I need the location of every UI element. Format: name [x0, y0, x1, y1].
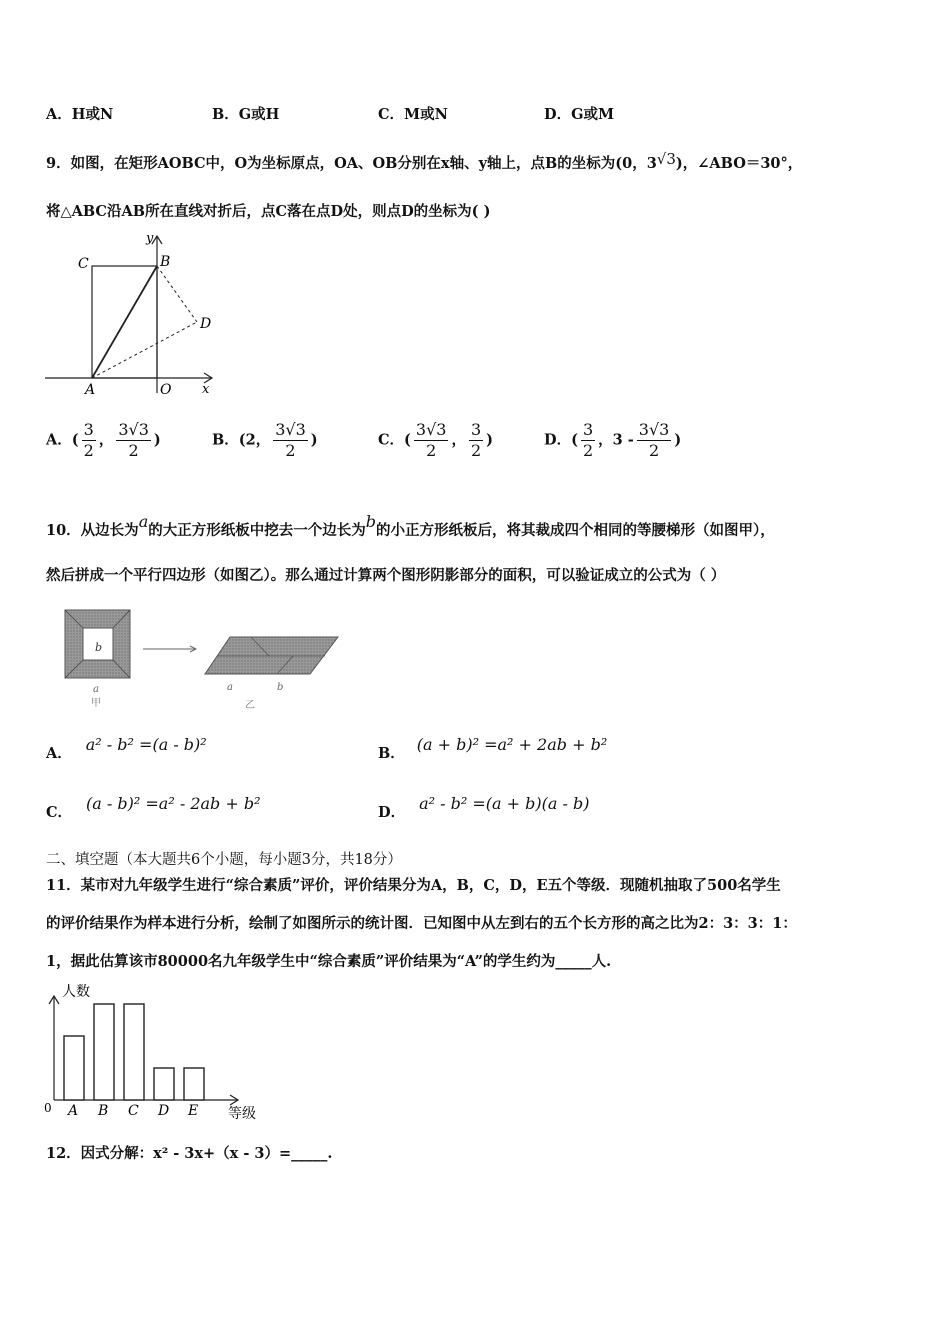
q8-option-a: A．H或N	[46, 106, 114, 123]
q9-figure	[40, 228, 230, 400]
q10-option-d-formula: a² - b² =(a + b)(a - b)	[419, 794, 590, 813]
q9-option-a-sep: ，	[98, 431, 114, 449]
q10-label-a2: a	[227, 682, 233, 693]
q12-line: 12．因式分解：x² - 3x+（x - 3）=_____.	[46, 1145, 333, 1162]
q9-option-d-frac2	[637, 420, 672, 461]
q9-option-c-frac1	[414, 420, 449, 461]
q10-option-a-formula: a² - b² =(a - b)²	[85, 735, 207, 754]
q9-option-d-den1: 2	[582, 441, 594, 460]
q10-label-yi: 乙	[245, 700, 255, 711]
q10-line2: 然后拼成一个平行四边形（如图乙）。那么通过计算两个图形阴影部分的面积，可以验证成立的公式为（ ）	[46, 567, 726, 584]
q9-option-b	[212, 420, 318, 461]
q10-option-c-label: C．	[46, 804, 73, 821]
q11-bar-chart	[40, 980, 280, 1125]
q9-option-a-label: A．(	[46, 431, 79, 449]
q9-option-d-sep: ，3 -	[598, 431, 634, 449]
q9-option-a-den1: 2	[83, 441, 94, 460]
q10-option-c-formula: (a - b)² =a² - 2ab + b²	[86, 794, 261, 813]
q9-option-d-frac1	[581, 420, 595, 461]
q9-option-c-num2: 3	[470, 420, 482, 439]
q10-option-b-label: B．	[378, 745, 405, 762]
q10-option-a-label: A．	[46, 745, 72, 762]
q9-option-c-den2: 2	[470, 441, 482, 460]
q9-label-y: y	[146, 231, 154, 246]
q10-line1	[46, 512, 775, 540]
q9-option-b-den: 2	[285, 441, 296, 460]
q9-option-b-end: )	[310, 431, 318, 449]
chart-tick-D: D	[158, 1103, 170, 1119]
chart-bar-B	[94, 1004, 114, 1100]
q10-var-a: a	[138, 512, 149, 531]
q9-label-a: A	[85, 382, 96, 398]
q9-option-b-frac	[273, 420, 308, 461]
q10-line1-a: 10．从边长为	[46, 522, 139, 539]
q9-option-d-label: D．(	[544, 431, 578, 449]
q9-option-c-label: C．(	[378, 431, 411, 449]
q10-option-b-formula: (a + b)² =a² + 2ab + b²	[416, 735, 608, 754]
chart-tick-B: B	[98, 1103, 109, 1119]
chart-tick-C: C	[128, 1103, 139, 1119]
q9-option-c	[378, 420, 493, 461]
q10-label-a1: a	[93, 684, 99, 695]
q9-option-d-den2: 2	[648, 441, 660, 460]
q9-label-d: D	[200, 316, 212, 332]
section-2-title: 二、填空题（本大题共6个小题，每小题3分，共18分）	[46, 852, 402, 868]
q11-line2: 的评价结果作为样本进行分析，绘制了如图所示的统计图．已知图中从左到右的五个长方形的高之比为2：3：3：1：	[46, 915, 797, 932]
q9-option-d-num1: 3	[582, 420, 594, 439]
q9-label-c: C	[78, 256, 89, 272]
q9-label-o: O	[160, 382, 172, 398]
chart-bar-E	[184, 1068, 204, 1100]
q10-option-b	[378, 735, 608, 763]
q9-option-c-den1: 2	[426, 441, 437, 460]
chart-xlabel: 等级	[228, 1106, 256, 1122]
q8-option-b: B．G或H	[212, 106, 280, 123]
q9-option-a-frac1	[82, 420, 96, 461]
q9-line2: 将△ABC沿AB所在直线对折后，点C落在点D处，则点D的坐标为( )	[46, 203, 491, 220]
q9-option-a-num2: 3√3	[118, 420, 149, 439]
chart-tick-E: E	[188, 1103, 199, 1119]
q8-option-c: C．M或N	[378, 106, 448, 123]
q11-line1: 11．某市对九年级学生进行“综合素质”评价，评价结果分为A，B，C，D，E五个等级．现随机抽取了500名学生	[46, 877, 781, 894]
q9-option-a-end: )	[153, 431, 161, 449]
chart-ylabel: 人数	[62, 984, 90, 1000]
q9-line1	[46, 150, 802, 173]
q9-label-x: x	[202, 382, 210, 397]
q9-sqrt3: √3	[656, 150, 676, 168]
q10-label-b2: b	[277, 682, 284, 693]
q10-option-c	[46, 794, 261, 822]
q10-option-a	[46, 735, 207, 763]
q9-option-a-frac2	[116, 420, 151, 461]
q9-option-a-den2: 2	[128, 441, 139, 460]
chart-bar-C	[124, 1004, 144, 1100]
q10-line1-b: 的大正方形纸板中挖去一个边长为	[148, 522, 366, 539]
q10-label-b: b	[95, 641, 103, 654]
q9-line1-pre: 9．如图，在矩形AOBC中，O为坐标原点，OA、OB分别在x轴、y轴上，点B的坐标为(0，3	[46, 155, 657, 172]
chart-bar-D	[154, 1068, 174, 1100]
q10-parallelogram	[205, 637, 338, 674]
q9-segment-bd	[157, 266, 197, 322]
q9-option-c-num1: 3√3	[415, 420, 447, 439]
q9-option-a	[46, 420, 161, 461]
q10-figure	[55, 600, 355, 715]
q10-line1-c: 的小正方形纸板后，将其裁成四个相同的等腰梯形（如图甲），	[375, 522, 775, 539]
q9-option-b-num: 3√3	[275, 420, 306, 439]
q10-var-b: b	[365, 512, 376, 531]
q9-option-c-sep: ，	[451, 431, 466, 449]
chart-origin: 0	[44, 1101, 52, 1115]
chart-bar-A	[64, 1036, 84, 1100]
q10-label-jia: 甲	[91, 698, 101, 709]
q10-option-d-label: D．	[378, 804, 406, 821]
q9-option-d-end: )	[674, 431, 682, 449]
q11-line3: 1，据此估算该市80000名九年级学生中“综合素质”评价结果为“A”的学生约为_____人.	[46, 953, 612, 970]
q10-option-d	[378, 794, 590, 822]
q9-label-b: B	[160, 254, 171, 270]
q9-option-c-frac2	[469, 420, 483, 461]
q9-option-a-num1: 3	[83, 420, 94, 439]
q9-option-c-end: )	[486, 431, 494, 449]
chart-tick-A: A	[68, 1103, 79, 1119]
q9-line1-post: )，∠ABO＝30°，	[675, 155, 803, 172]
q9-option-d	[544, 420, 681, 461]
q8-option-d: D．G或M	[544, 106, 615, 123]
q9-option-b-label: B．(2，	[212, 431, 271, 449]
q9-option-d-num2: 3√3	[638, 420, 670, 439]
